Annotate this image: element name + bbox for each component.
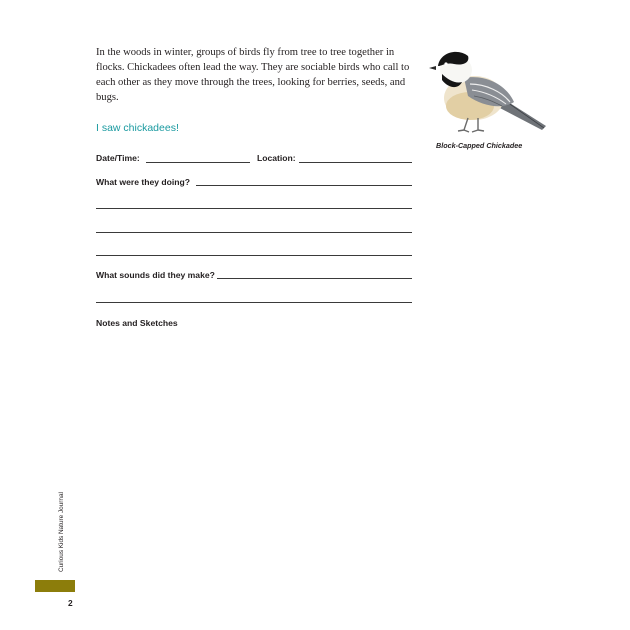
datetime-label: Date/Time: xyxy=(96,153,140,163)
page-number: 2 xyxy=(68,598,73,608)
notes-label: Notes and Sketches xyxy=(96,318,178,328)
chickadee-illustration-icon xyxy=(424,40,550,136)
location-write-line[interactable] xyxy=(299,162,412,163)
doing-write-line-1[interactable] xyxy=(196,185,412,186)
sounds-label: What sounds did they make? xyxy=(96,270,215,280)
location-label: Location: xyxy=(257,153,296,163)
spine-accent-bar xyxy=(35,580,75,592)
section-heading: I saw chickadees! xyxy=(96,122,179,134)
intro-paragraph: In the woods in winter, groups of birds fly from tree to tree together in flocks. Chickadees often lead the way. They are sociable birds who call to each other as they move through the trees, looking for berries, seeds, and bugs. xyxy=(96,47,410,103)
datetime-write-line[interactable] xyxy=(146,162,250,163)
illustration-caption: Block-Capped Chickadee xyxy=(436,141,523,150)
doing-write-line-3[interactable] xyxy=(96,232,412,233)
sounds-write-line-2[interactable] xyxy=(96,302,412,303)
notes-sketch-area[interactable] xyxy=(96,334,412,564)
doing-write-line-4[interactable] xyxy=(96,255,412,256)
sounds-write-line-1[interactable] xyxy=(217,278,412,279)
book-title: Curious Kids Nature Journal xyxy=(58,492,65,572)
doing-label: What were they doing? xyxy=(96,177,191,187)
doing-write-line-2[interactable] xyxy=(96,208,412,209)
